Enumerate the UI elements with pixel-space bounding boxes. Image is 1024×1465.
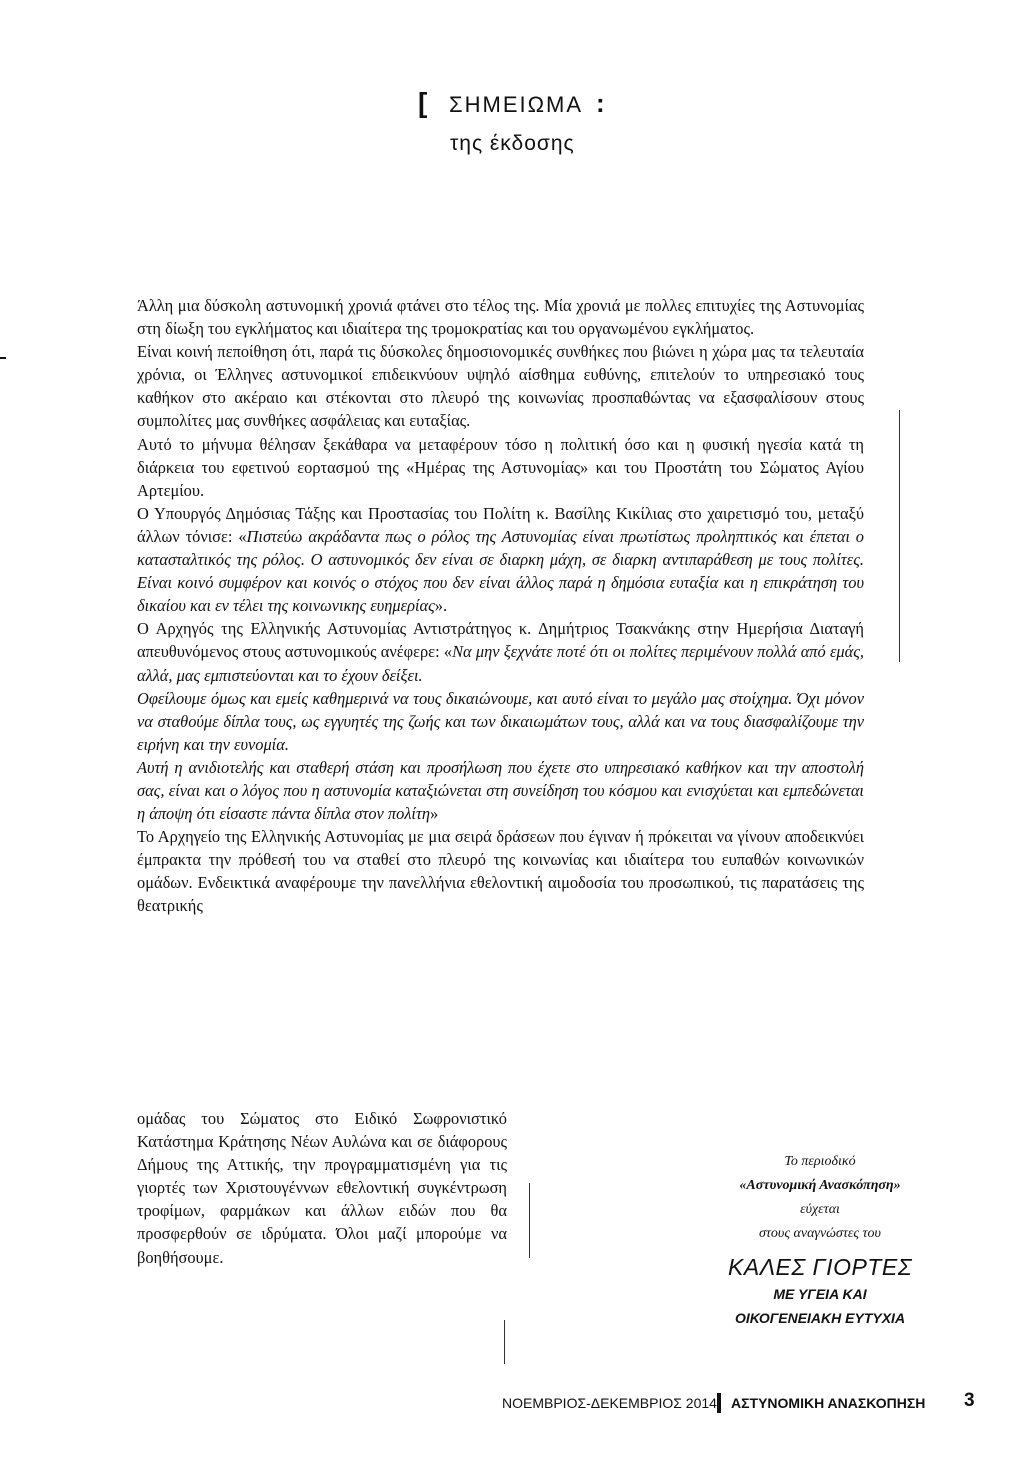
- greeting-line-1: Το περιοδικό: [784, 1154, 856, 1169]
- issue-date: ΝΟΕΜΒΡΙΟΣ-ΔΕΚΕΜΒΡΙΟΣ 2014: [502, 1395, 717, 1411]
- body-paragraph: [137, 502, 864, 617]
- continuation-paragraph: ομάδας του Σώματος στο Ειδικό Σωφρονιστικό Κατάστημα Κράτησης Νέων Αυλώνα και σε διάφορους Δήμους της Αττικής, την προγραμματισμένη για τις γιορτές των Χριστουγέννων εθελοντική συγκέντρωση τροφίμων, φαρμάκων και άλλων ειδών που θα προσφερθούν σε ιδρύματα. Όλοι μαζί μπορούμε να βοηθήσουμε.: [137, 1109, 507, 1267]
- quote-text: Αυτή η ανιδιοτελής και σταθερή στάση και προσήλωση που έχετε στο υπηρεσιακό καθήκον και την αποστολή σας, είναι και ο λόγος που η αστυνομία καταξιώνεται στη συνείδηση του κόσμου και ενισχύεται και εμπεδώνεται η άποψη ότι είσαστε πάντα δίπλα στον πολίτη: [137, 757, 864, 824]
- body-text: Άλλη μια δύσκολη αστυνομική χρονιά φτάνει στο τέλος της. Μία χρονιά με πολλες επιτυχίες της Αστυνομίας στη δίωξη του εγκλήματος και ιδιαίτερα της τρομοκρατίας και του οργανωμένου εγκλήματος.: [137, 296, 864, 339]
- greeting-headline: ΚΑΛΕΣ ΓΙΟΡΤΕΣ: [728, 1254, 912, 1280]
- magazine-name: ΑΣΤΥΝΟΜΙΚΗ ΑΝΑΣΚΟΠΗΣΗ: [731, 1395, 926, 1411]
- page-number: 3: [964, 1390, 975, 1411]
- body-text: ».: [434, 596, 448, 616]
- body-text: Είναι κοινή πεποίθηση ότι, παρά τις δύσκολες δημοσιονομικές συνθήκες που βιώνει η χώρα μας τα τελευταία χρόνια, οι Έλληνες αστυνομικοί επιδεικνύουν υψηλό αίσθημα ευθύνης, επιτελούν το υπηρεσιακό τους καθήκον στο ακέραιο και στέκονται στο πλευρό της κοινωνίας προσπαθώντας να εξασφαλίσουν στους συμπολίτες μας συνθήκες ασφάλειας και ευταξίας.: [137, 342, 864, 431]
- greeting-line-3: εύχεται: [800, 1202, 840, 1217]
- editorial-body: [137, 294, 864, 918]
- body-text: Το Αρχηγείο της Ελληνικής Αστυνομίας με μια σειρά δράσεων που έγιναν ή πρόκειται να γίνουν αποδεικνύει έμπρακτα την πρόθεσή του να σταθεί στο πλευρό της κοινωνίας και ιδιαίτερα του ευπαθών κοινωνικών ομάδων. Ενδεικτικά αναφέρουμε την πανελλήνια εθελοντική αιμοδοσία του προσωπικού, τις παρατάσεις της θεατρικής: [137, 827, 864, 916]
- column-rule-right: [899, 410, 900, 662]
- body-paragraph: [137, 294, 864, 340]
- margin-mark: [0, 357, 6, 359]
- quote-text: Οφείλουμε όμως και εμείς καθημερινά να τους δικαιώνουμε, και αυτό είναι το μεγάλο μας στοίχημα. Όχι μόνον να σταθούμε δίπλα τους, ως εγγυητές της ζωής και των δικαιωμάτων τους, αλλά και να τους διασφαλίζουμε την ειρήνη και την ευνομία.: [137, 688, 864, 754]
- body-paragraph: [137, 617, 864, 686]
- header-colon: :: [596, 88, 605, 118]
- greeting-magazine-name: «Αστυνομική Ανασκόπηση»: [739, 1178, 901, 1193]
- page-subtitle: της έκδοσης: [450, 132, 575, 155]
- footer-separator: [717, 1393, 721, 1413]
- column-rule-inner: [529, 1183, 530, 1258]
- page-title: ΣΗΜΕΙΩΜΑ: [449, 92, 584, 117]
- body-paragraph: [137, 687, 864, 756]
- column-rule-lower: [504, 1320, 505, 1364]
- body-text: Ο Υπουργός Δημόσιας Τάξης και Προστασίας του Πολίτη κ. Βασίλης Κικίλιας στο χαιρετισμό του, μεταξύ άλλων τόνισε: «: [137, 503, 864, 546]
- body-paragraph: [137, 340, 864, 432]
- body-paragraph: [137, 756, 864, 825]
- body-paragraph: [137, 433, 864, 502]
- quote-text: Πιστεύω ακράδαντα πως ο ρόλος της Αστυνομίας είναι πρωτίστως προληπτικός και έπεται ο κατασταλτικός της ρόλος. Ο αστυνομικός δεν είναι σε διαρκη μάχη, σε διαρκη αντιπαράθεση με τους πολίτες. Είναι κοινό συμφέρον και κοινός ο στόχος που δεν είναι άλλος παρά η δημόσια ευταξία και η επικράτηση του δικαίου και εν τέλει της κοινωνικης ευημερίας: [137, 526, 864, 616]
- greeting-line-4: στους αναγνώστες του: [759, 1226, 881, 1241]
- quote-text: Να μην ξεχνάτε ποτέ ότι οι πολίτες περιμένουν πολλά από εμάς, αλλά, μας εμπιστεύονται και το έχουν δείξει.: [137, 642, 864, 685]
- header-bracket: [: [418, 87, 428, 118]
- body-paragraph: [137, 825, 864, 917]
- body-text: Ο Αρχηγός της Ελληνικής Αστυνομίας Αντιστράτηγος κ. Δημήτριος Τσακνάκης στην Ημερήσια Διαταγή απευθυνόμενος στους αστυνομικούς ανέφερε: «: [137, 619, 864, 662]
- body-text: »: [429, 804, 439, 824]
- body-text: Αυτό το μήνυμα θέλησαν ξεκάθαρα να μεταφέρουν τόσο η πολιτική όσο και η φυσική ηγεσία κατά τη διάρκεια του εφετινού εορτασμού της «Ημέρας της Αστυνομίας» και του Προστάτη του Σώματος Αγίου Αρτεμίου.: [137, 434, 864, 500]
- greeting-line-5: ΜΕ ΥΓΕΙΑ ΚΑΙ: [773, 1286, 867, 1302]
- greeting-box: [714, 1150, 926, 1330]
- greeting-line-6: ΟΙΚΟΓΕΝΕΙΑΚΗ ΕΥΤΥΧΙΑ: [734, 1310, 906, 1326]
- page-footer: [474, 1391, 994, 1415]
